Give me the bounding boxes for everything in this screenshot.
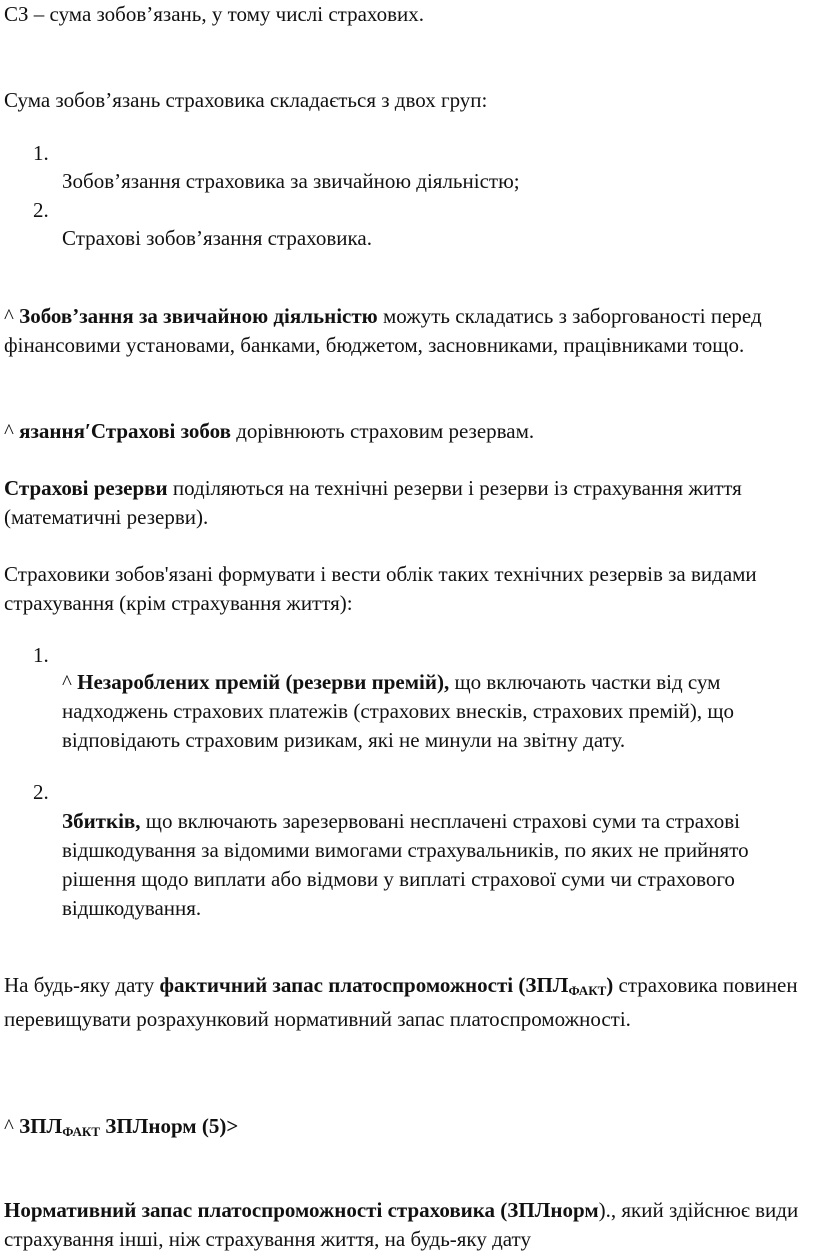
formula-term: ЗПЛ — [19, 1114, 63, 1138]
bold-term: фактичний запас платоспроможності (ЗПЛ — [159, 973, 569, 997]
paragraph-text: що включають частки від сум надходжень страхових платежів (страхових внесків, страхових премій), що відповідають страховим ризикам, які не минули на звітну дату. — [62, 670, 735, 752]
list-number: 1. — [33, 141, 49, 165]
list-item: Зобов’язання страховика за звичайною діяльністю; — [62, 169, 520, 193]
formula-term: ЗПЛнорм (5)> — [100, 1114, 239, 1138]
bold-term: Страхові резерви — [4, 476, 168, 500]
bold-term: Зобов’зання за звичайною діяльністю — [19, 304, 378, 328]
list-number: 2. — [33, 780, 49, 804]
subscript: ФАКТ — [568, 983, 607, 998]
paragraph-text: На будь-яку дату — [4, 973, 160, 997]
paragraph-text: дорівнюють страховим резервам. — [230, 419, 535, 443]
bold-term: язання′Страхові зобов — [19, 419, 231, 443]
bold-term: ) — [606, 973, 614, 997]
list-item — [62, 668, 802, 755]
bold-term: Нормативний запас платоспроможності страховика (ЗПЛнорм — [4, 1198, 599, 1222]
list-item — [62, 807, 802, 923]
intro-line: СЗ – сума зобов’язань, у тому числі страхових. — [4, 2, 425, 26]
normative-paragraph — [4, 1196, 804, 1254]
caret-marker: ^ — [4, 1114, 20, 1138]
paragraph-text: )., який здійснює види страхування інші, ніж страхування життя, на будь-яку дату — [4, 1198, 799, 1251]
list-item: Страхові зобов’язання страховика. — [62, 226, 372, 250]
caret-marker: ^ — [4, 304, 20, 328]
insurance-obligations-paragraph — [4, 417, 804, 446]
bold-term: Незароблених премій (резерви премій), — [77, 670, 450, 694]
bold-term: Збитків, — [62, 809, 141, 833]
caret-marker: ^ — [62, 670, 78, 694]
list-number: 1. — [33, 643, 49, 667]
groups-intro: Сума зобов’язань страховика складається з двох груп: — [4, 88, 488, 112]
paragraph-text: що включають зарезервовані несплачені страхові суми та страхові відшкодування за відомими вимогами страхувальників, по яких не прийнято рішення щодо виплати або відмови у виплаті страхової суми чи страхового відшкодування. — [62, 809, 749, 920]
paragraph-text: поділяються на технічні резерви і резерви із страхування життя (математичні резерви). — [4, 476, 742, 529]
formula-line — [4, 1112, 804, 1146]
paragraph-text: страховика повинен перевищувати розрахунковий нормативний запас платоспроможності. — [4, 973, 798, 1031]
subscript: ФАКТ — [62, 1124, 101, 1139]
list-number: 2. — [33, 198, 49, 222]
paragraph-text: можуть складатись з заборгованості перед фінансовими установами, банками, бюджетом, засновниками, працівниками тощо. — [4, 304, 762, 357]
obliged-paragraph: Страховики зобов'язані формувати і вести облік таких технічних резервів за видами страхування (крім страхування життя): — [4, 562, 757, 615]
solvency-paragraph — [4, 971, 804, 1034]
ordinary-obligations-paragraph — [4, 302, 804, 360]
caret-marker: ^ — [4, 419, 20, 443]
reserves-paragraph — [4, 474, 804, 532]
